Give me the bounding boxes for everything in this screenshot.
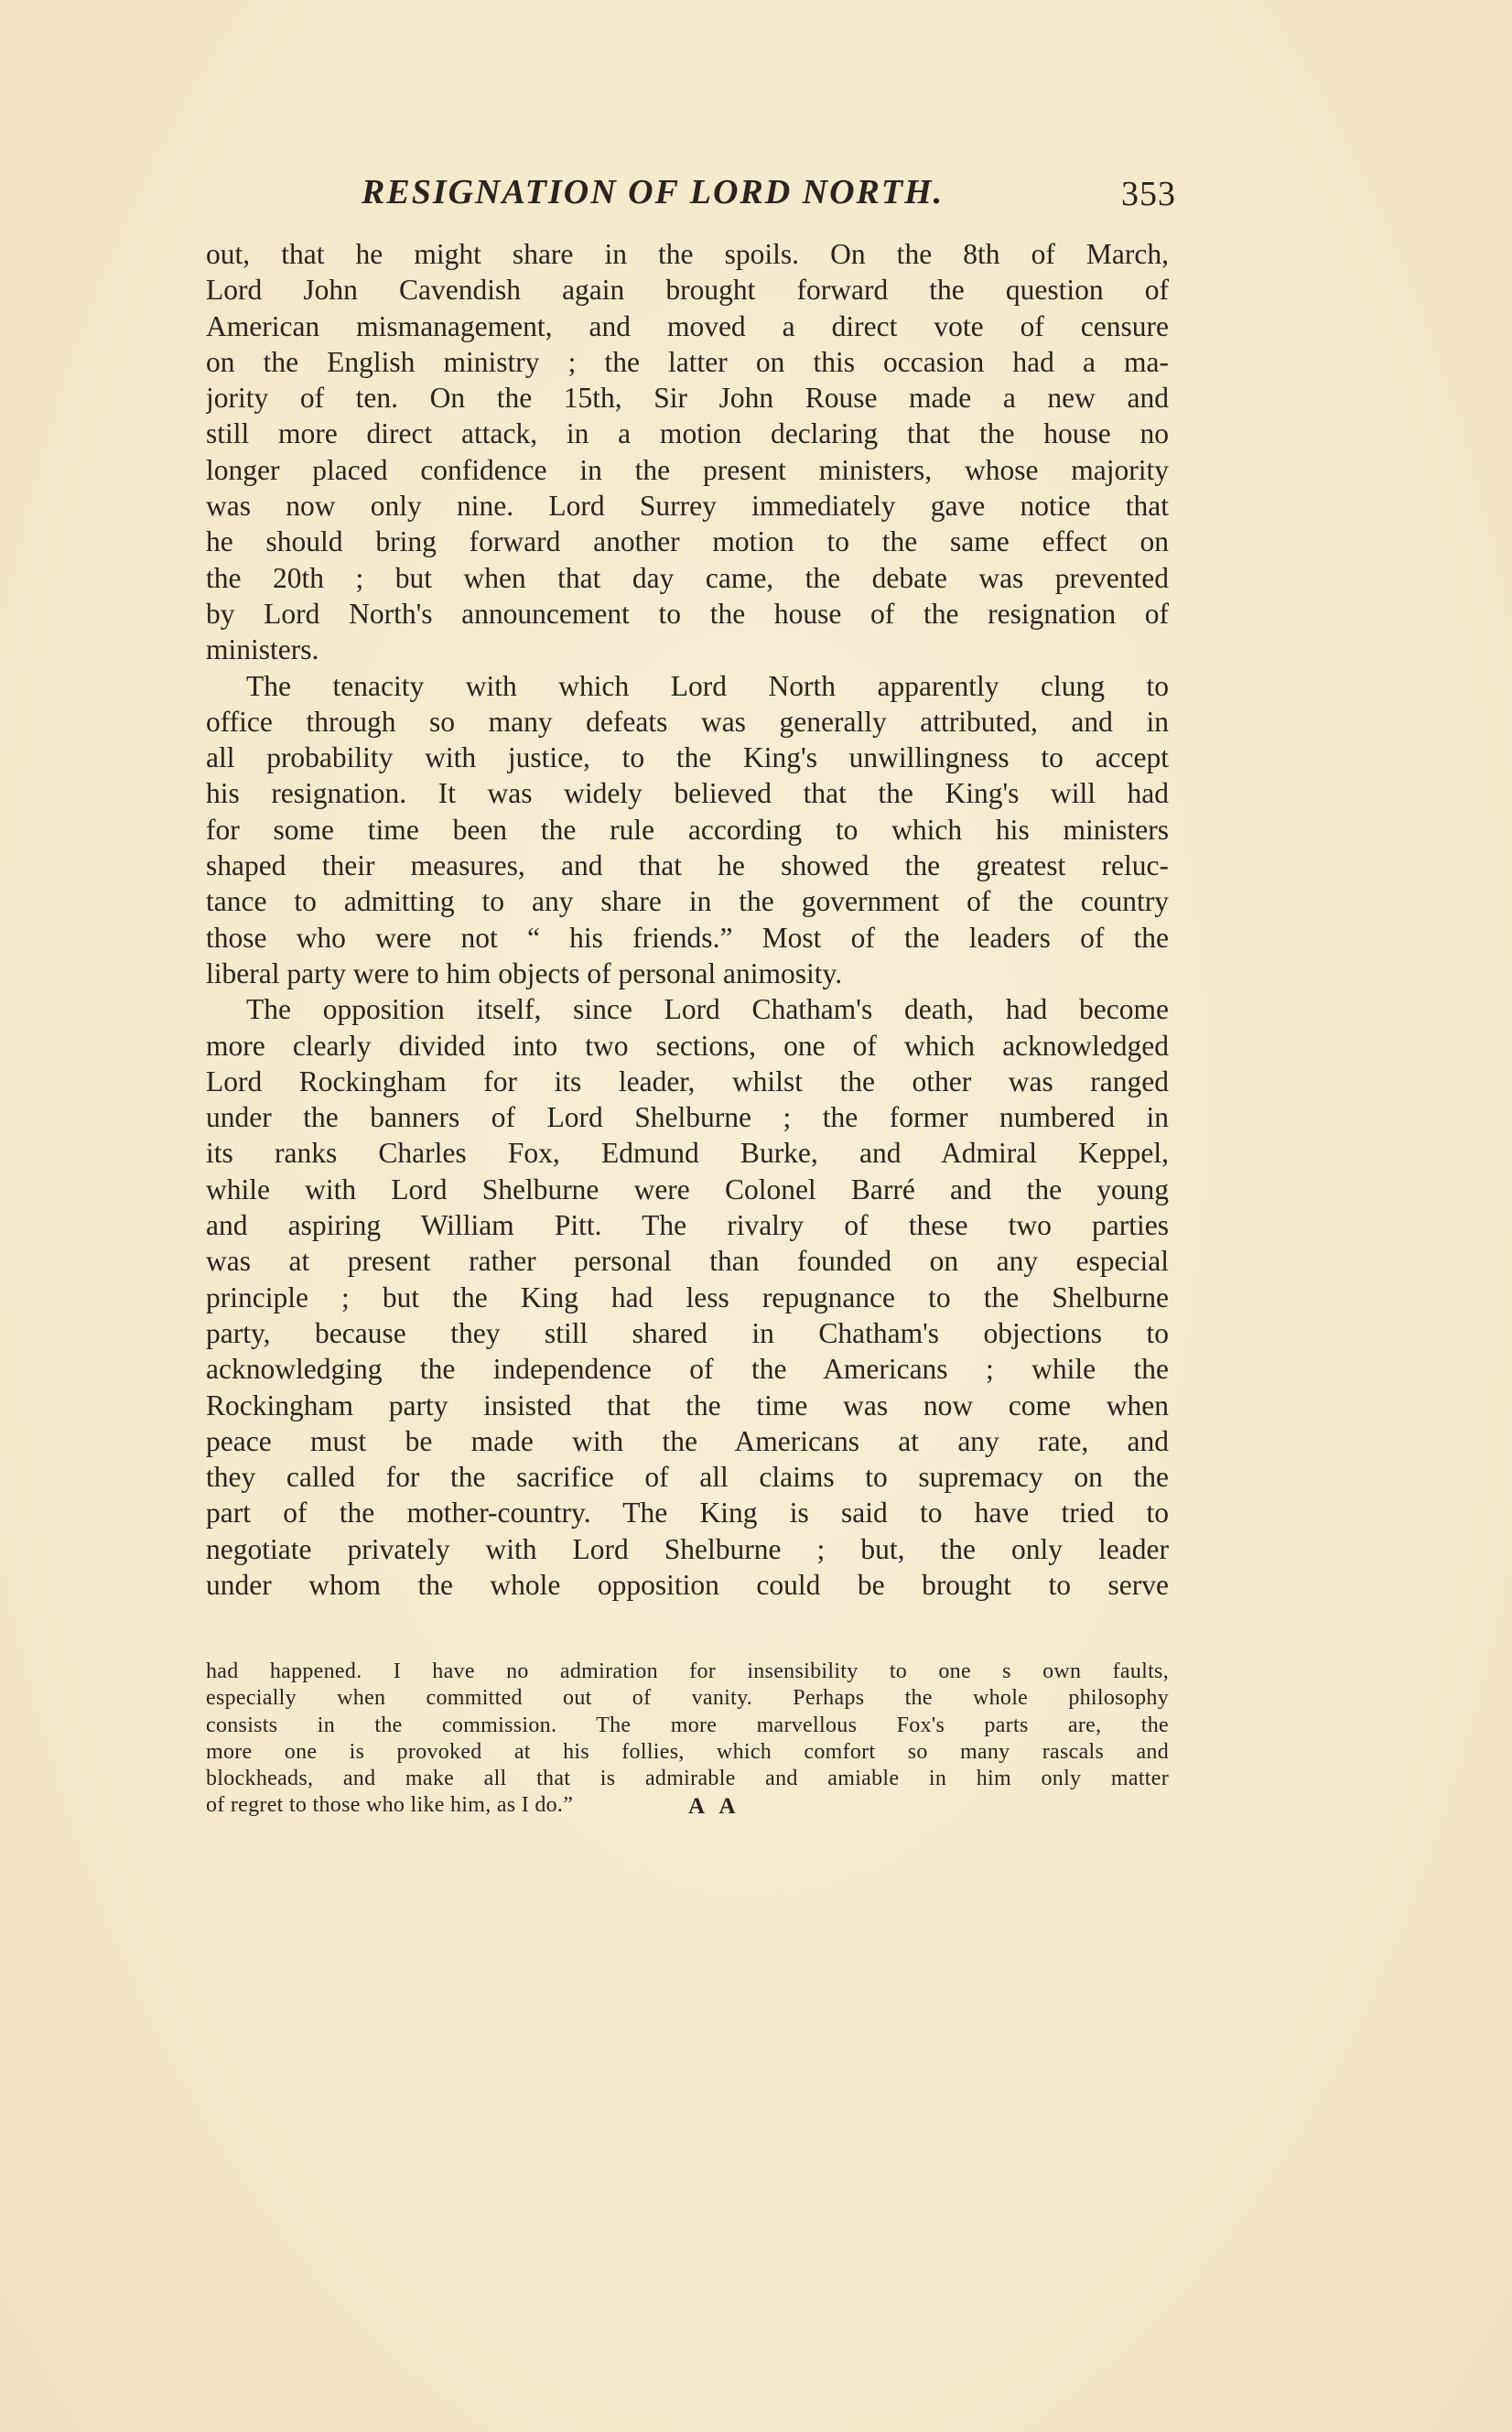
running-head — [206, 172, 1176, 227]
body-line: Lord John Cavendish again brought forward the question of — [206, 274, 1169, 307]
body-line: shaped their measures, and that he showed the greatest reluc- — [206, 849, 1169, 882]
body-line: still more direct attack, in a motion declaring that the house no — [206, 417, 1169, 450]
body-text — [206, 236, 1169, 1603]
body-line: American mismanagement, and moved a direct vote of censure — [206, 309, 1169, 342]
body-line: office through so many defeats was generally attributed, and in — [206, 705, 1169, 738]
body-line: while with Lord Shelburne were Colonel Barré and the young — [206, 1173, 1169, 1205]
footnote — [206, 1659, 1169, 1820]
body-line: under the banners of Lord Shelburne ; the former numbered in — [206, 1101, 1169, 1134]
body-line: tance to admitting to any share in the government of the country — [206, 885, 1169, 918]
paragraph-start-line: The tenacity with which Lord North apparently clung to — [246, 669, 1169, 702]
body-line: negotiate privately with Lord Shelburne ; but, the only leader — [206, 1532, 1169, 1565]
page-number: 353 — [1121, 175, 1176, 213]
body-line: its ranks Charles Fox, Edmund Burke, and Admiral Keppel, — [206, 1137, 1169, 1170]
footnote-line: more one is provoked at his follies, which comfort so many rascals and — [206, 1739, 1169, 1764]
body-line: longer placed confidence in the present ministers, whose majority — [206, 453, 1169, 486]
footnote-line: of regret to those who like him, as I do.” — [206, 1793, 574, 1818]
running-title: RESIGNATION OF LORD NORTH. — [362, 173, 945, 211]
body-line: liberal party were to him objects of personal animosity. — [206, 957, 843, 989]
body-line: Lord Rockingham for its leader, whilst the other was ranged — [206, 1065, 1169, 1097]
body-line: was now only nine. Lord Surrey immediately gave notice that — [206, 490, 1169, 523]
body-line: ministers. — [206, 633, 319, 666]
body-line: his resignation. It was widely believed that the King's will had — [206, 777, 1169, 810]
body-line: jority of ten. On the 15th, Sir John Rouse made a new and — [206, 382, 1169, 415]
signature-mark: A A — [688, 1794, 741, 1819]
paragraph-start-line: The opposition itself, since Lord Chatham's death, had become — [246, 993, 1169, 1026]
body-line: on the English ministry ; the latter on this occasion had a ma- — [206, 345, 1169, 378]
body-line: the 20th ; but when that day came, the debate was prevented — [206, 561, 1169, 594]
body-line: acknowledging the independence of the Americans ; while the — [206, 1353, 1169, 1386]
body-line: they called for the sacrifice of all claims to supremacy on the — [206, 1461, 1169, 1494]
body-line: and aspiring William Pitt. The rivalry of these two parties — [206, 1209, 1169, 1242]
body-line: out, that he might share in the spoils. On the 8th of March, — [206, 238, 1169, 270]
footnote-line: consists in the commission. The more marvellous Fox's parts are, the — [206, 1713, 1169, 1737]
body-line: Rockingham party insisted that the time was now come when — [206, 1389, 1169, 1421]
footnote-line: especially when committed out of vanity. Perhaps the whole philosophy — [206, 1686, 1169, 1711]
body-line: part of the mother-country. The King is said to have tried to — [206, 1497, 1169, 1529]
body-line: more clearly divided into two sections, one of which acknowledged — [206, 1029, 1169, 1062]
body-line: all probability with justice, to the King's unwillingness to accept — [206, 741, 1169, 774]
body-line: for some time been the rule according to which his ministers — [206, 813, 1169, 846]
footnote-line: had happened. I have no admiration for insensibility to one s own faults, — [206, 1659, 1169, 1683]
body-line: peace must be made with the Americans at any rate, and — [206, 1424, 1169, 1457]
body-line: by Lord North's announcement to the house of the resignation of — [206, 597, 1169, 630]
body-line: principle ; but the King had less repugnance to the Shelburne — [206, 1281, 1169, 1313]
body-line: those who were not “ his friends.” Most of the leaders of the — [206, 921, 1169, 954]
body-line: was at present rather personal than founded on any especial — [206, 1245, 1169, 1278]
footnote-line: blockheads, and make all that is admirable and amiable in him only matter — [206, 1767, 1169, 1791]
body-line: under whom the whole opposition could be brought to serve — [206, 1568, 1169, 1601]
body-line: he should bring forward another motion to the same effect on — [206, 525, 1169, 558]
body-line: party, because they still shared in Chatham's objections to — [206, 1316, 1169, 1349]
